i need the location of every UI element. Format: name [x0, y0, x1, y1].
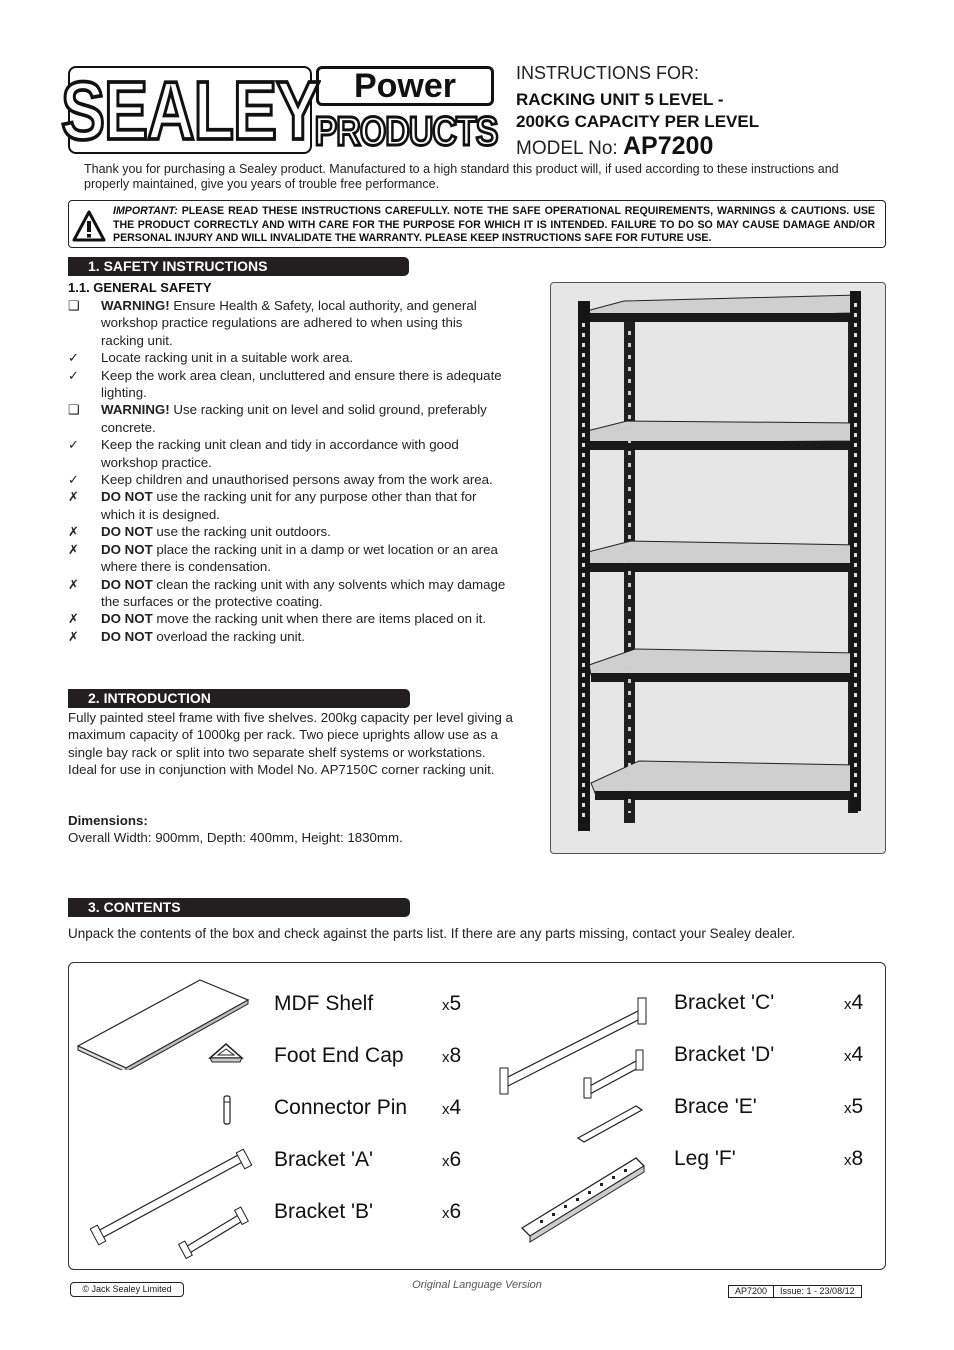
safety-item-text [101, 488, 508, 523]
part-quantity [442, 1200, 461, 1224]
products-logo: PRODUCTS [314, 108, 498, 155]
part-quantity-value: 5 [851, 1095, 864, 1118]
bracket-c-d-illustration [490, 990, 660, 1100]
brace-e-illustration [572, 1100, 646, 1148]
checkmark-icon: ✓ [68, 437, 79, 453]
safety-item [68, 541, 508, 576]
sealey-logo: SEALEY [60, 63, 320, 157]
safety-item-emphasis: WARNING! [101, 402, 170, 418]
safety-item [68, 471, 508, 488]
part-name: Bracket 'D' [674, 1043, 775, 1066]
safety-list [68, 297, 508, 645]
model-number-line [516, 132, 713, 161]
part-quantity-x: x [844, 1048, 852, 1065]
safety-item-body: Keep the racking unit clean and tidy in accordance with good workshop practice. [101, 437, 459, 470]
safety-item [68, 576, 508, 611]
safety-item-body: overload the racking unit. [152, 628, 305, 644]
part-quantity-x: x [844, 1152, 852, 1169]
cross-icon: ✗ [68, 489, 79, 505]
dimensions-label: Dimensions: [68, 813, 148, 828]
section-header-contents: 3. CONTENTS [68, 898, 410, 917]
safety-item-body: Ensure Health & Safety, local authority, and general workshop practice regulations are adhered to when using this racking unit. [101, 298, 477, 348]
part-name: Bracket 'A' [274, 1148, 374, 1171]
connector-pin-illustration [220, 1094, 234, 1126]
safety-item-body: Use racking unit on level and solid ground, preferably concrete. [101, 402, 487, 435]
part-quantity [442, 1044, 461, 1068]
part-quantity [442, 992, 461, 1016]
safety-item-emphasis: DO NOT [101, 524, 153, 540]
part-quantity [844, 1095, 863, 1119]
safety-item-body: Keep the work area clean, uncluttered and ensure there is adequate lighting. [101, 367, 502, 401]
thank-you-text: Thank you for purchasing a Sealey product. Manufactured to a high standard this product will, if used according to these instructions and properly maintained, give you years of trouble free performance. [84, 162, 839, 191]
safety-item-emphasis: DO NOT [101, 541, 153, 557]
model-number: AP7200 [623, 132, 714, 160]
introduction-text: Fully painted steel frame with five shelves. 200kg capacity per level giving a maximum capacity of 1000kg per rack. Two piece uprights allow use as a single bay rack or split into two separate shelf systems or workstations. Ideal for use in conjunction with Model No. AP7150C corner racking unit. [68, 710, 513, 778]
dimensions-text: Overall Width: 900mm, Depth: 400mm, Height: 1830mm. [68, 830, 403, 845]
safety-item-emphasis: DO NOT [101, 611, 153, 627]
issue-box [728, 1285, 862, 1298]
safety-item-text [101, 349, 508, 366]
checkmark-icon: ✓ [68, 472, 79, 488]
part-name: Bracket 'B' [274, 1200, 374, 1223]
part-quantity-value: 8 [449, 1044, 462, 1067]
checkbox-icon: ❑ [68, 298, 80, 313]
foot-end-cap-illustration [206, 1040, 246, 1066]
safety-item-body: use the racking unit for any purpose other than that for which it is designed. [101, 489, 477, 522]
safety-item-text [101, 401, 508, 436]
instructions-for-label: INSTRUCTIONS FOR: [516, 63, 699, 83]
safety-item-text [101, 297, 508, 349]
section-header-safety: 1. SAFETY INSTRUCTIONS [68, 257, 409, 276]
power-logo: Power [316, 66, 494, 106]
safety-item-body: Keep children and unauthorised persons away from the work area. [101, 472, 493, 488]
safety-item [68, 349, 508, 366]
safety-item-text [101, 628, 508, 645]
part-quantity-x: x [442, 1153, 450, 1170]
part-name: Leg 'F' [674, 1147, 736, 1170]
part-quantity [442, 1096, 461, 1120]
warning-triangle-icon [72, 210, 106, 242]
safety-item [68, 488, 508, 523]
safety-item-text [101, 436, 508, 471]
safety-item [68, 297, 508, 349]
part-name: Bracket 'C' [674, 991, 775, 1014]
model-label: MODEL No: [516, 138, 618, 159]
checkmark-icon: ✓ [68, 350, 79, 366]
safety-item [68, 523, 508, 540]
safety-item-text [101, 610, 508, 627]
part-quantity-value: 5 [449, 992, 462, 1015]
bracket-a-b-illustration [90, 1148, 260, 1260]
checkmark-icon: ✓ [68, 367, 79, 383]
language-version: Original Language Version [412, 1279, 542, 1291]
part-name: Brace 'E' [674, 1095, 757, 1118]
safety-item-emphasis: DO NOT [101, 489, 153, 505]
part-quantity-x: x [442, 997, 450, 1014]
product-title-line1: RACKING UNIT 5 LEVEL - [516, 90, 724, 109]
contents-text: Unpack the contents of the box and check against the parts list. If there are any parts missing, contact your Sealey dealer. [68, 926, 796, 941]
part-quantity-value: 4 [851, 1043, 864, 1066]
subsection-general-safety: 1.1. GENERAL SAFETY [68, 280, 212, 295]
safety-item-text [101, 471, 508, 488]
footer-model: AP7200 [735, 1286, 768, 1296]
safety-item-body: use the racking unit outdoors. [152, 524, 331, 540]
safety-item-body: move the racking unit when there are items placed on it. [152, 611, 487, 627]
product-title [516, 89, 759, 133]
section-header-introduction: 2. INTRODUCTION [68, 689, 410, 708]
product-photo [550, 282, 886, 854]
part-quantity-x: x [442, 1049, 450, 1066]
safety-item-body: clean the racking unit with any solvents which may damage the surfaces or the protective coating. [101, 576, 506, 609]
safety-item-emphasis: WARNING! [101, 298, 170, 313]
safety-item [68, 436, 508, 471]
part-quantity-x: x [844, 996, 852, 1013]
cross-icon: ✗ [68, 628, 79, 644]
safety-item-text [101, 541, 508, 576]
part-name: Connector Pin [274, 1096, 408, 1119]
safety-item [68, 401, 508, 436]
safety-item-body: place the racking unit in a damp or wet location or an area where there is condensation. [101, 541, 498, 575]
leg-f-illustration [516, 1150, 650, 1246]
part-quantity [442, 1148, 461, 1172]
safety-item-emphasis: DO NOT [101, 576, 153, 592]
part-quantity-value: 6 [449, 1200, 462, 1223]
part-quantity [844, 991, 863, 1015]
important-lead: IMPORTANT: [113, 205, 178, 217]
copyright-label: © Jack Sealey Limited [70, 1282, 184, 1297]
safety-item-body: Locate racking unit in a suitable work area. [101, 350, 354, 366]
racking-unit-image [551, 283, 885, 853]
checkbox-icon: ❑ [68, 402, 80, 418]
part-quantity-x: x [442, 1205, 450, 1222]
cross-icon: ✗ [68, 611, 79, 627]
part-name: MDF Shelf [274, 992, 374, 1015]
safety-item [68, 367, 508, 402]
cross-icon: ✗ [68, 524, 79, 540]
part-quantity-value: 8 [851, 1147, 864, 1170]
part-quantity-value: 4 [449, 1096, 462, 1119]
important-notice-text [113, 205, 875, 246]
safety-item-emphasis: DO NOT [101, 628, 153, 644]
safety-item [68, 628, 508, 645]
footer-issue: Issue: 1 - 23/08/12 [773, 1286, 861, 1297]
important-body: PLEASE READ THESE INSTRUCTIONS CAREFULLY. NOTE THE SAFE OPERATIONAL REQUIREMENTS, WARNINGS & CAUTIONS. USE THE PRODUCT CORRECTLY AND WITH CARE FOR THE PURPOSE FOR WHICH IT IS INTENDED. FAILURE TO DO SO MAY CAUSE DAMAGE AND/OR PERSONAL INJURY AND WILL INVALIDATE THE WARRANTY. PLEASE KEEP INSTRUCTIONS SAFE FOR FUTURE USE. [113, 205, 875, 244]
part-quantity-value: 6 [449, 1148, 462, 1171]
part-quantity [844, 1147, 863, 1171]
part-quantity-x: x [442, 1101, 450, 1118]
cross-icon: ✗ [68, 541, 79, 557]
safety-item-text [101, 523, 508, 540]
part-quantity-x: x [844, 1100, 852, 1117]
part-quantity-value: 4 [851, 991, 864, 1014]
part-quantity [844, 1043, 863, 1067]
product-title-line2: 200KG CAPACITY PER LEVEL [516, 112, 760, 131]
safety-item-text [101, 367, 508, 402]
cross-icon: ✗ [68, 576, 79, 592]
part-name: Foot End Cap [274, 1044, 404, 1067]
safety-item [68, 610, 508, 627]
safety-item-text [101, 576, 508, 611]
